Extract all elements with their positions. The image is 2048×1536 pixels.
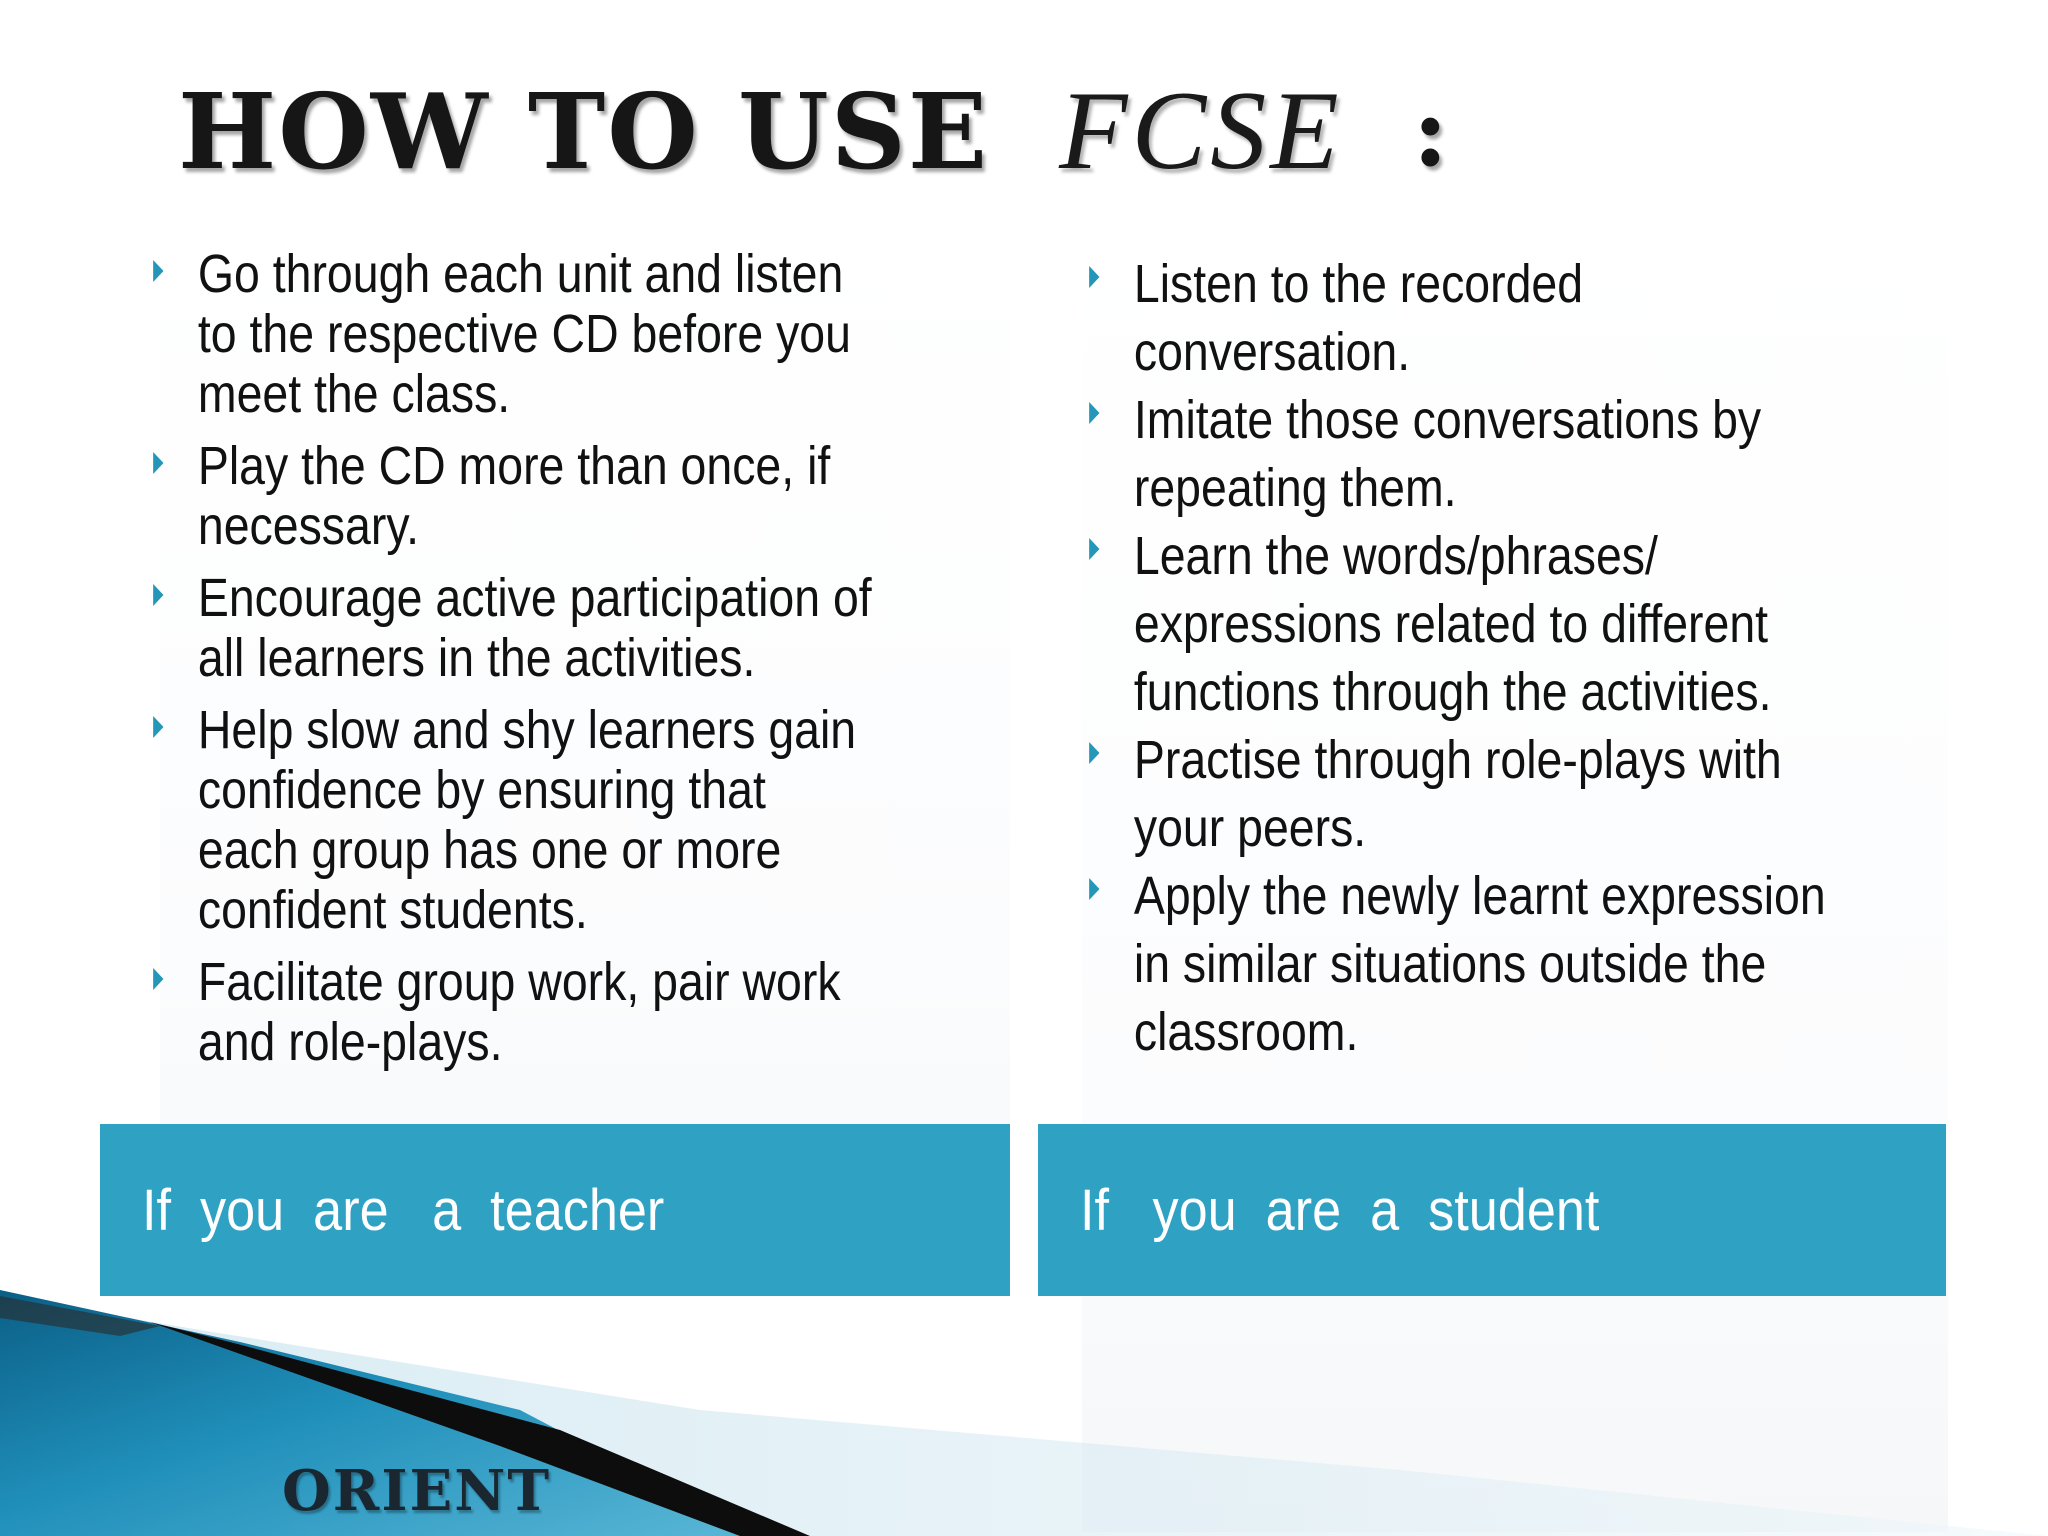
teacher-banner-label: If you are a teacher: [142, 1177, 665, 1243]
orient-logo: ORIENT: [282, 1458, 552, 1524]
teacher-bullet-text: Encourage active participation of all learners in the activities.: [197, 568, 872, 688]
student-bullet-text: Apply the newly learnt expression in similar situations outside the classroom.: [1133, 866, 1826, 1062]
title-words: HOW TO USE: [178, 69, 990, 193]
teacher-bullet-text: Help slow and shy learners gain confidence by ensuring that each group has one or more confident students.: [197, 700, 857, 940]
student-bullet-text: Listen to the recorded conversation.: [1133, 254, 1584, 382]
title-colon: :: [1412, 74, 1449, 188]
teacher-bullet-text: Go through each unit and listen to the respective CD before you meet the class.: [197, 244, 851, 424]
title-brand: FCSE: [1059, 68, 1343, 193]
student-bullet-text: Practise through role-plays with your peers.: [1133, 730, 1782, 858]
student-bullet-text: Learn the words/phrases/ expressions related to different functions through the activities.: [1133, 526, 1772, 722]
student-bullet-text: Imitate those conversations by repeating them.: [1133, 390, 1762, 518]
teacher-bullet-text: Play the CD more than once, if necessary.: [197, 436, 831, 556]
student-banner-label: If you are a student: [1080, 1177, 1600, 1243]
teacher-bullet-text: Facilitate group work, pair work and role-plays.: [197, 952, 841, 1072]
